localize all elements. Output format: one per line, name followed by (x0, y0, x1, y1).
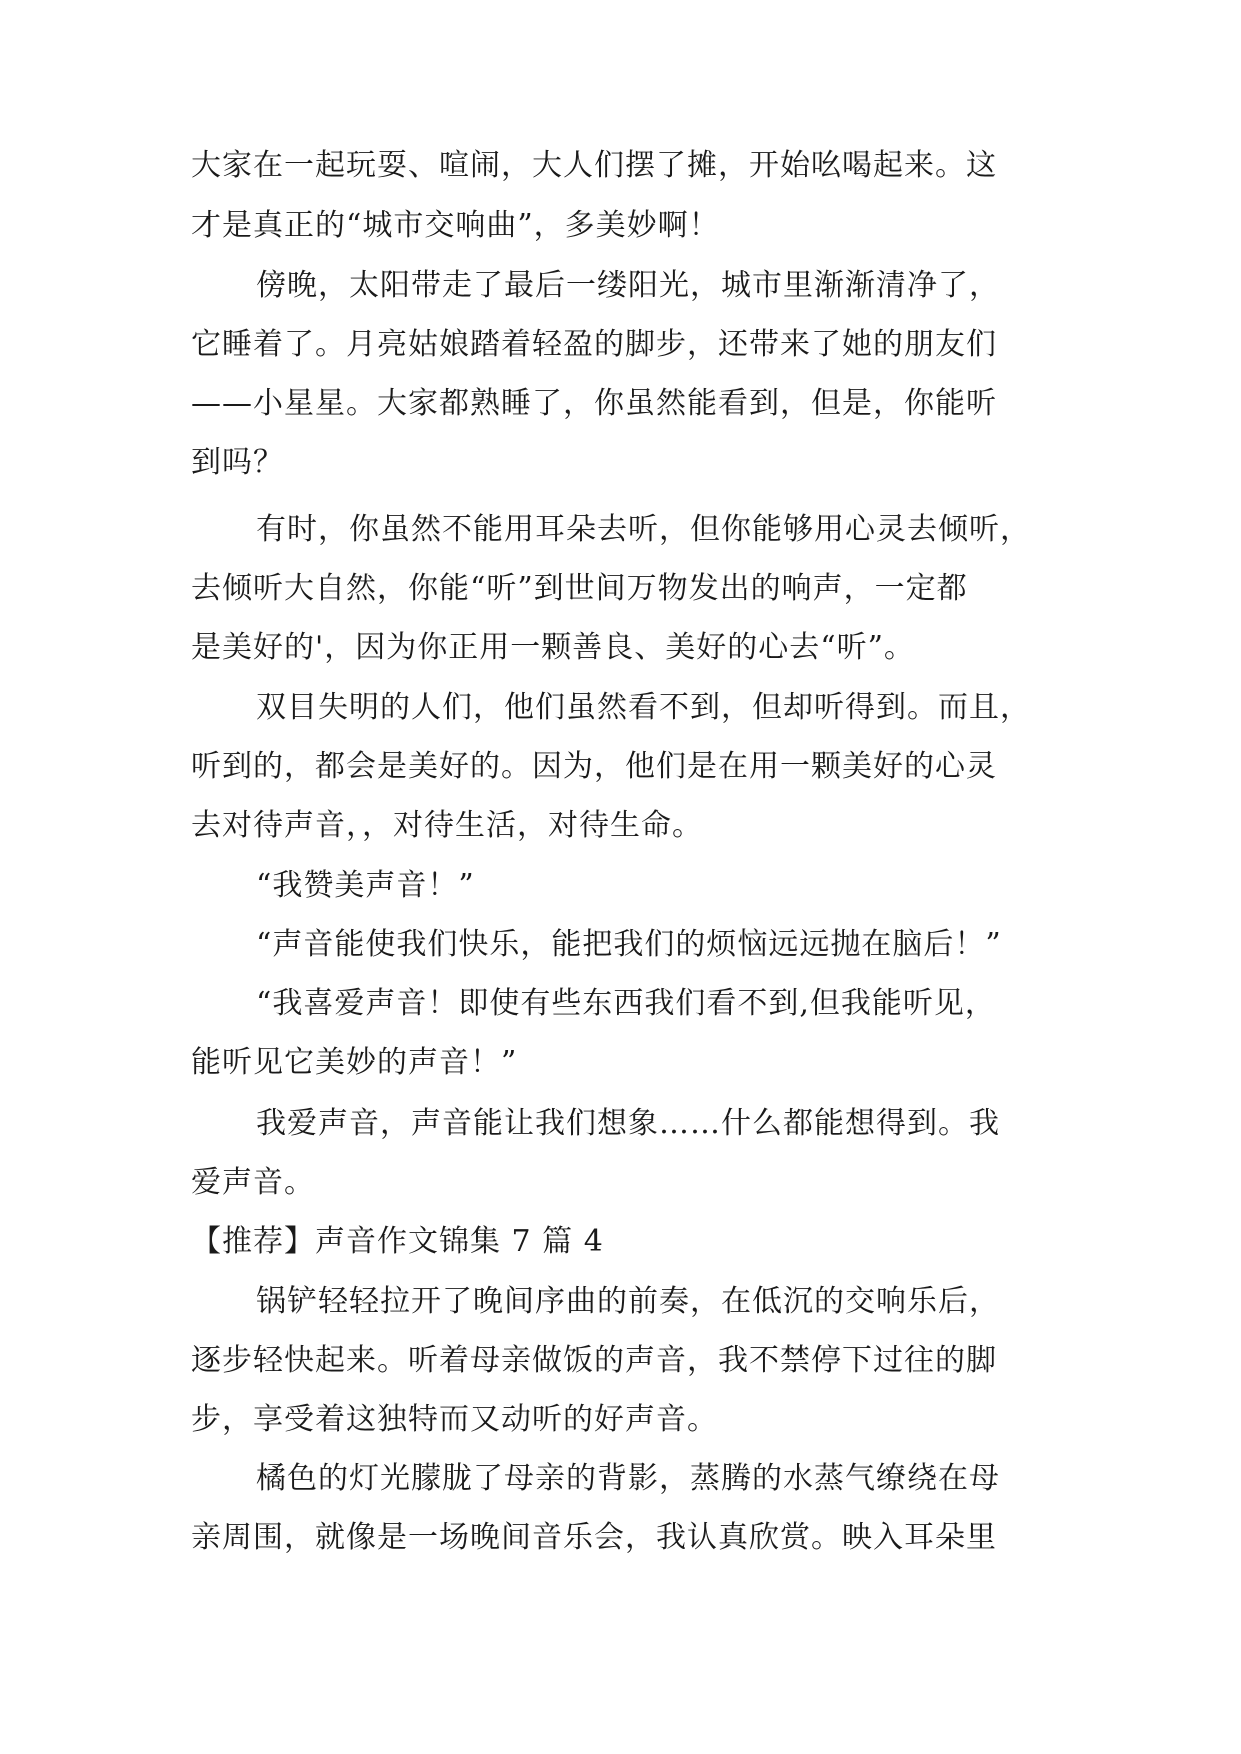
text-line: 大家在一起玩耍、喧闹，大人们摆了摊，开始吆喝起来。这 (191, 148, 997, 183)
text-line: ——小星星。大家都熟睡了，你虽然能看到，但是，你能听 (191, 386, 997, 421)
section-heading: 【推荐】声音作文锦集 7 篇 4 (191, 1224, 604, 1259)
quote-line: “我赞美声音！” (256, 868, 475, 903)
text-line: 才是真正的“城市交响曲”，多美妙啊！ (191, 208, 720, 243)
text-line: 亲周围，就像是一场晚间音乐会，我认真欣赏。映入耳朵里 (191, 1520, 997, 1555)
text-line: 是美好的'，因为你正用一颗善良、美好的心去“听”。 (191, 630, 915, 665)
quote-line: “声音能使我们快乐，能把我们的烦恼远远抛在脑后！” (256, 927, 1002, 962)
paragraph-start: 双目失明的人们，他们虽然看不到，但却听得到。而且， (256, 690, 1031, 725)
text-line: 去倾听大自然，你能“听”到世间万物发出的响声，一定都 (191, 571, 968, 606)
paragraph-start: 锅铲轻轻拉开了晚间序曲的前奏，在低沉的交响乐后， (256, 1284, 1000, 1319)
paragraph-start: 橘色的灯光朦胧了母亲的背影，蒸腾的水蒸气缭绕在母 (256, 1461, 1000, 1496)
text-line: 步，享受着这独特而又动听的好声音。 (191, 1402, 718, 1437)
quote-line: “我喜爱声音！即使有些东西我们看不到,但我能听见， (256, 986, 996, 1021)
text-line: 去对待声音，，对待生活，对待生命。 (191, 808, 703, 843)
text-line: 逐步轻快起来。听着母亲做饭的声音，我不禁停下过往的脚 (191, 1343, 997, 1378)
paragraph-start: 有时，你虽然不能用耳朵去听，但你能够用心灵去倾听， (256, 512, 1031, 547)
paragraph-start: 傍晚，太阳带走了最后一缕阳光，城市里渐渐清净了， (256, 268, 1000, 303)
text-line: 爱声音。 (191, 1165, 315, 1200)
paragraph-start: 我爱声音，声音能让我们想象……什么都能想得到。我 (256, 1106, 1000, 1141)
text-line: 听到的，都会是美好的。因为，他们是在用一颗美好的心灵 (191, 749, 997, 784)
text-line: 到吗？ (191, 445, 284, 480)
text-line: 它睡着了。月亮姑娘踏着轻盈的脚步，还带来了她的朋友们 (191, 327, 997, 362)
text-line: 能听见它美妙的声音！” (191, 1045, 518, 1080)
